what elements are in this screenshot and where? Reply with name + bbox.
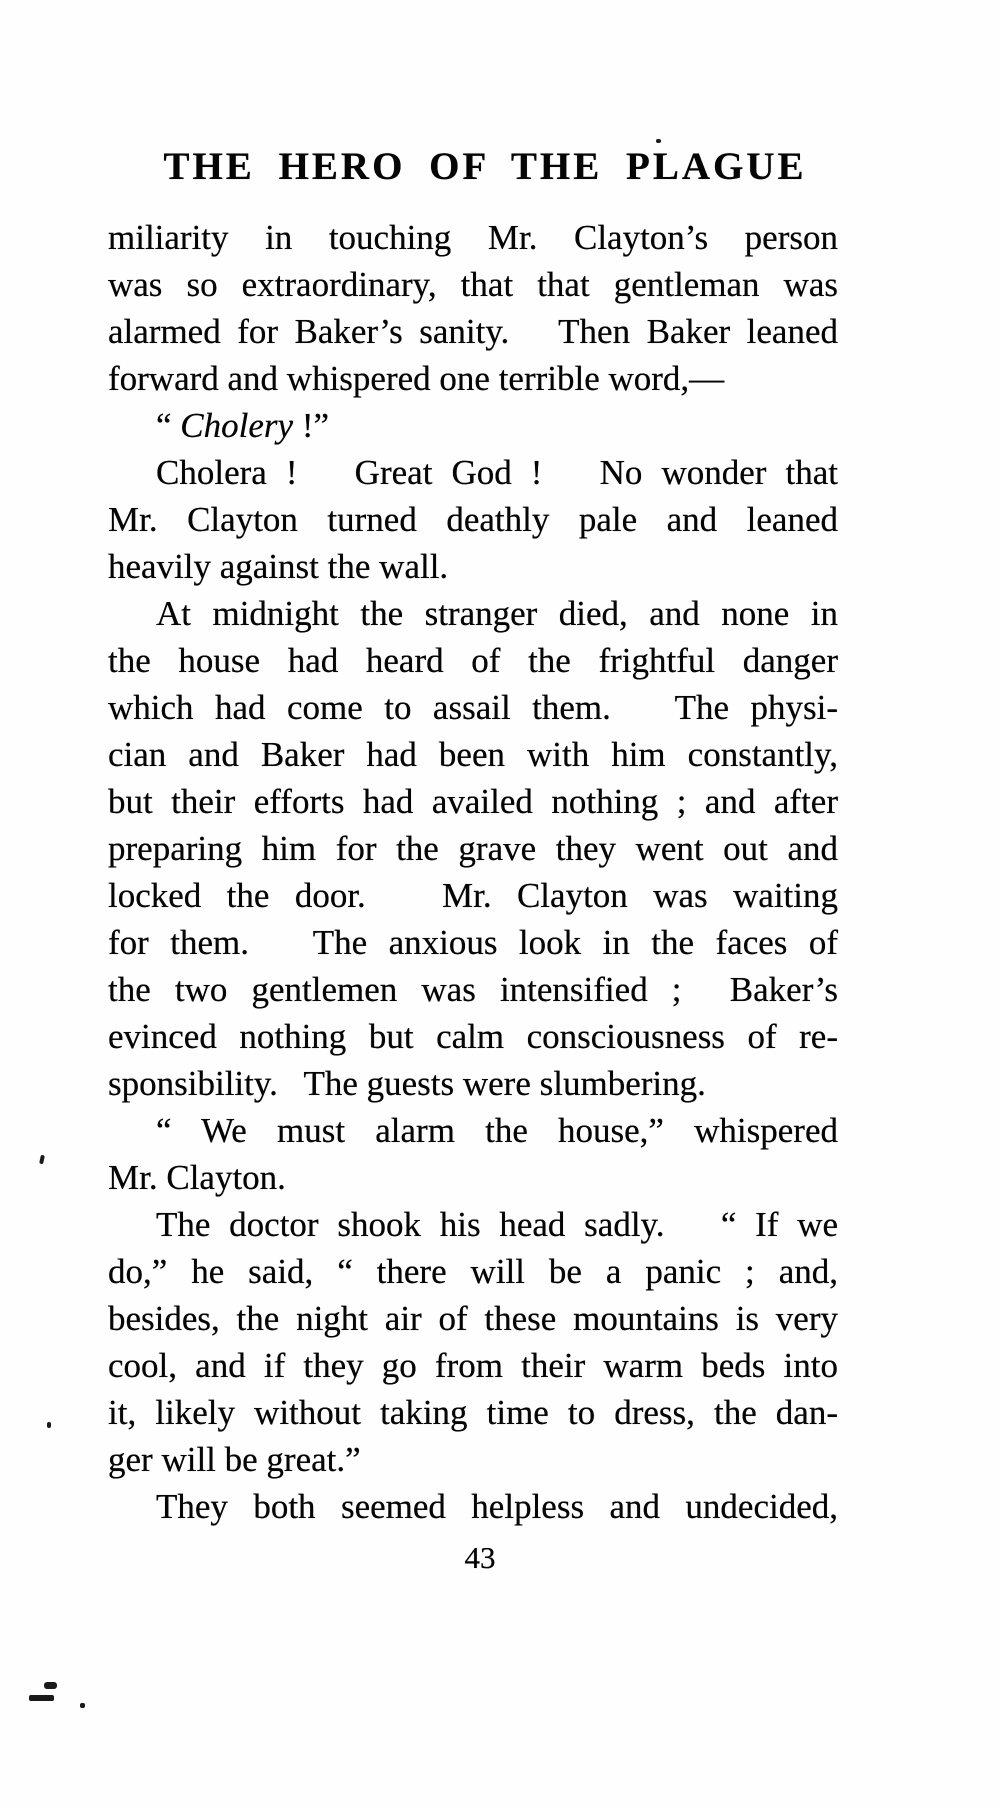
text-line: Mr. Clayton turned deathly pale and leaned bbox=[108, 500, 838, 539]
text-line: The doctor shook his head sadly. “ If we bbox=[156, 1205, 838, 1244]
text-line: heavily against the wall. bbox=[108, 547, 449, 586]
text-line: it, likely without taking time to dress, the dan- bbox=[108, 1393, 838, 1432]
ink-speck bbox=[656, 139, 661, 143]
text-line-italic-quote bbox=[108, 402, 838, 449]
text-line: the house had heard of the frightful danger bbox=[108, 641, 838, 680]
quote-close: !” bbox=[293, 406, 330, 445]
text-line: cool, and if they go from their warm beds into bbox=[108, 1346, 838, 1385]
text-line: ger will be great.” bbox=[108, 1440, 361, 1479]
text-line: but their efforts had availed nothing ; and after bbox=[108, 782, 838, 821]
page-title: THE HERO OF THE PLAGUE bbox=[163, 145, 807, 188]
text-line: cian and Baker had been with him constantly, bbox=[108, 735, 838, 774]
text-line: Mr. Clayton. bbox=[108, 1158, 286, 1197]
text-line: alarmed for Baker’s sanity. Then Baker leaned bbox=[108, 312, 838, 351]
ink-speck bbox=[47, 1422, 51, 1428]
text-line: sponsibility. The guests were slumbering. bbox=[108, 1064, 706, 1103]
ink-speck bbox=[29, 1695, 54, 1701]
text-line: do,” he said, “ there will be a panic ; and, bbox=[108, 1252, 838, 1291]
ink-speck bbox=[39, 1155, 45, 1165]
ink-speck bbox=[44, 1682, 57, 1689]
text-line: “ We must alarm the house,” whispered bbox=[156, 1111, 838, 1150]
text-line: the two gentlemen was intensified ; Baker’s bbox=[108, 970, 838, 1009]
text-line: besides, the night air of these mountains is very bbox=[108, 1299, 838, 1338]
text-line: At midnight the stranger died, and none in bbox=[156, 594, 838, 633]
italic-word: Cholery bbox=[180, 406, 294, 445]
ink-speck bbox=[80, 1703, 85, 1708]
text-line: was so extraordinary, that that gentleman was bbox=[108, 265, 838, 304]
text-line: They both seemed helpless and undecided, bbox=[156, 1487, 838, 1526]
text-line: Cholera ! Great God ! No wonder that bbox=[156, 453, 838, 492]
text-line: miliarity in touching Mr. Clayton’s person bbox=[108, 218, 838, 257]
text-line: evinced nothing but calm consciousness of re- bbox=[108, 1017, 838, 1056]
text-line: preparing him for the grave they went out and bbox=[108, 829, 838, 868]
text-line: forward and whispered one terrible word,— bbox=[108, 359, 725, 398]
page-number: 43 bbox=[464, 1540, 496, 1575]
text-line: for them. The anxious look in the faces of bbox=[108, 923, 838, 962]
text-line: locked the door. Mr. Clayton was waiting bbox=[108, 876, 838, 915]
quote-open: “ bbox=[156, 406, 181, 445]
body-text bbox=[108, 214, 838, 1530]
text-line: which had come to assail them. The physi- bbox=[108, 688, 838, 727]
